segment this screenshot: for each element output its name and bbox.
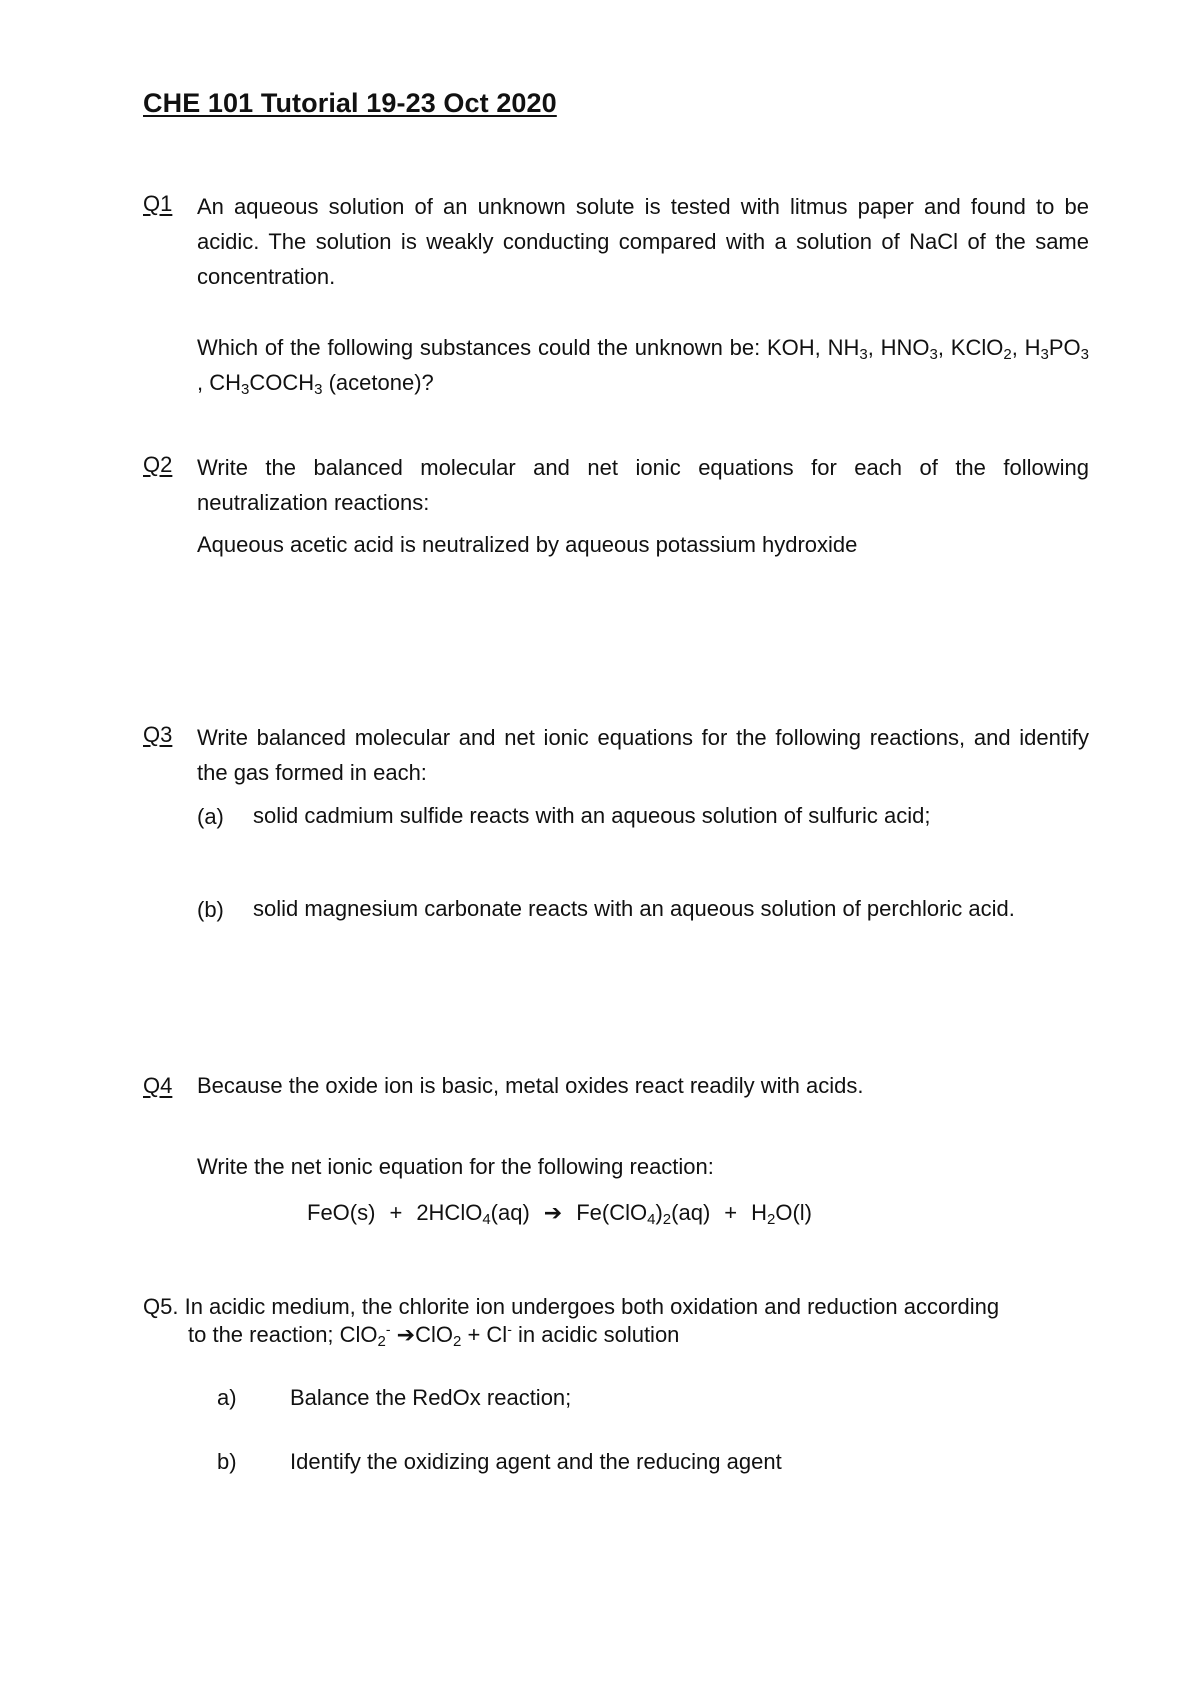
subscript: 2 <box>377 1333 386 1350</box>
equation-term: Fe(ClO <box>576 1200 648 1225</box>
q4-paragraph-2: Write the net ionic equation for the following reaction: <box>197 1154 714 1179</box>
equation-term: 2HClO <box>416 1200 483 1225</box>
q3-item-a-label: (a) <box>197 804 224 829</box>
plus-sign: + <box>389 1200 403 1225</box>
plus-sign: + <box>724 1200 738 1225</box>
q3-label: Q3 <box>143 722 173 747</box>
subscript: 2 <box>662 1211 672 1228</box>
subscript: 3 <box>314 381 323 398</box>
q1-paragraph-2 <box>197 330 1089 400</box>
q5-line-1 <box>143 1294 999 1320</box>
subscript: 2 <box>767 1211 776 1228</box>
subscript: 2 <box>1003 346 1012 363</box>
q5-text: + Cl <box>461 1322 508 1347</box>
q1-text: COCH <box>249 370 315 395</box>
reaction-arrow-icon: ➔ <box>390 1322 416 1347</box>
subscript: 4 <box>482 1211 491 1228</box>
equation-term: H <box>751 1200 768 1225</box>
q5-item-a-label: a) <box>217 1385 237 1410</box>
subscript: 3 <box>241 381 250 398</box>
q5-item-a-text: Balance the RedOx reaction; <box>290 1385 572 1410</box>
q5-item-b-text: Identify the oxidizing agent and the reducing agent <box>290 1449 782 1474</box>
q5-text: in acidic solution <box>511 1322 680 1347</box>
q5-text: In acidic medium, the chlorite ion undergoes both oxidation and reduction according <box>184 1294 1000 1319</box>
superscript: - <box>507 1321 512 1337</box>
subscript: 3 <box>929 346 938 363</box>
superscript: - <box>385 1321 391 1337</box>
q5-text: ClO <box>415 1322 453 1347</box>
q4-label: Q4 <box>143 1073 173 1098</box>
q1-text: , KClO <box>937 335 1004 360</box>
q2-paragraph-1: Write the balanced molecular and net ionic equations for each of the following neutralization reactions: <box>197 455 1089 515</box>
q3-item-a-text: solid cadmium sulfide reacts with an aqueous solution of sulfuric acid; <box>253 803 931 828</box>
q1-text: , CH <box>197 370 241 395</box>
reaction-arrow-icon: ➔ <box>543 1200 563 1225</box>
q5-label: Q5. <box>143 1294 179 1319</box>
q4-equation <box>307 1200 812 1226</box>
q1-paragraph-1: An aqueous solution of an unknown solute is tested with litmus paper and found to be acidic. The solution is weakly conducting compared with a solution of NaCl of the same concentration. <box>197 194 1089 289</box>
q5-item-b-label: b) <box>217 1449 237 1474</box>
q2-label: Q2 <box>143 452 173 477</box>
subscript: 2 <box>453 1333 462 1350</box>
q1-text: (acetone)? <box>322 370 434 395</box>
q1-text: , HNO <box>867 335 930 360</box>
q2-paragraph-2: Aqueous acetic acid is neutralized by aqueous potassium hydroxide <box>197 532 858 557</box>
q5-text: to the reaction; ClO <box>188 1322 378 1347</box>
q1-text: , H <box>1011 335 1041 360</box>
q4-paragraph-1: Because the oxide ion is basic, metal oxides react readily with acids. <box>197 1073 864 1098</box>
subscript: 4 <box>647 1211 656 1228</box>
page-title: CHE 101 Tutorial 19-23 Oct 2020 <box>143 88 557 118</box>
q1-text: Which of the following substances could the unknown be: KOH, NH <box>197 335 860 360</box>
equation-term: (aq) <box>490 1200 530 1225</box>
subscript: 3 <box>859 346 868 363</box>
q3-item-b-label: (b) <box>197 897 224 922</box>
q3-item-b-text: solid magnesium carbonate reacts with an aqueous solution of perchloric acid. <box>253 896 1015 921</box>
equation-term: (aq) <box>671 1200 711 1225</box>
q5-line-2 <box>188 1322 679 1348</box>
equation-term: FeO(s) <box>307 1200 376 1225</box>
q1-label: Q1 <box>143 191 173 216</box>
subscript: 3 <box>1080 346 1089 363</box>
q3-paragraph-1: Write balanced molecular and net ionic equations for the following reactions, and identify the gas formed in each: <box>197 725 1089 785</box>
subscript: 3 <box>1040 346 1049 363</box>
equation-term: ) <box>655 1200 663 1225</box>
q1-text: PO <box>1048 335 1081 360</box>
equation-term: O(l) <box>775 1200 813 1225</box>
